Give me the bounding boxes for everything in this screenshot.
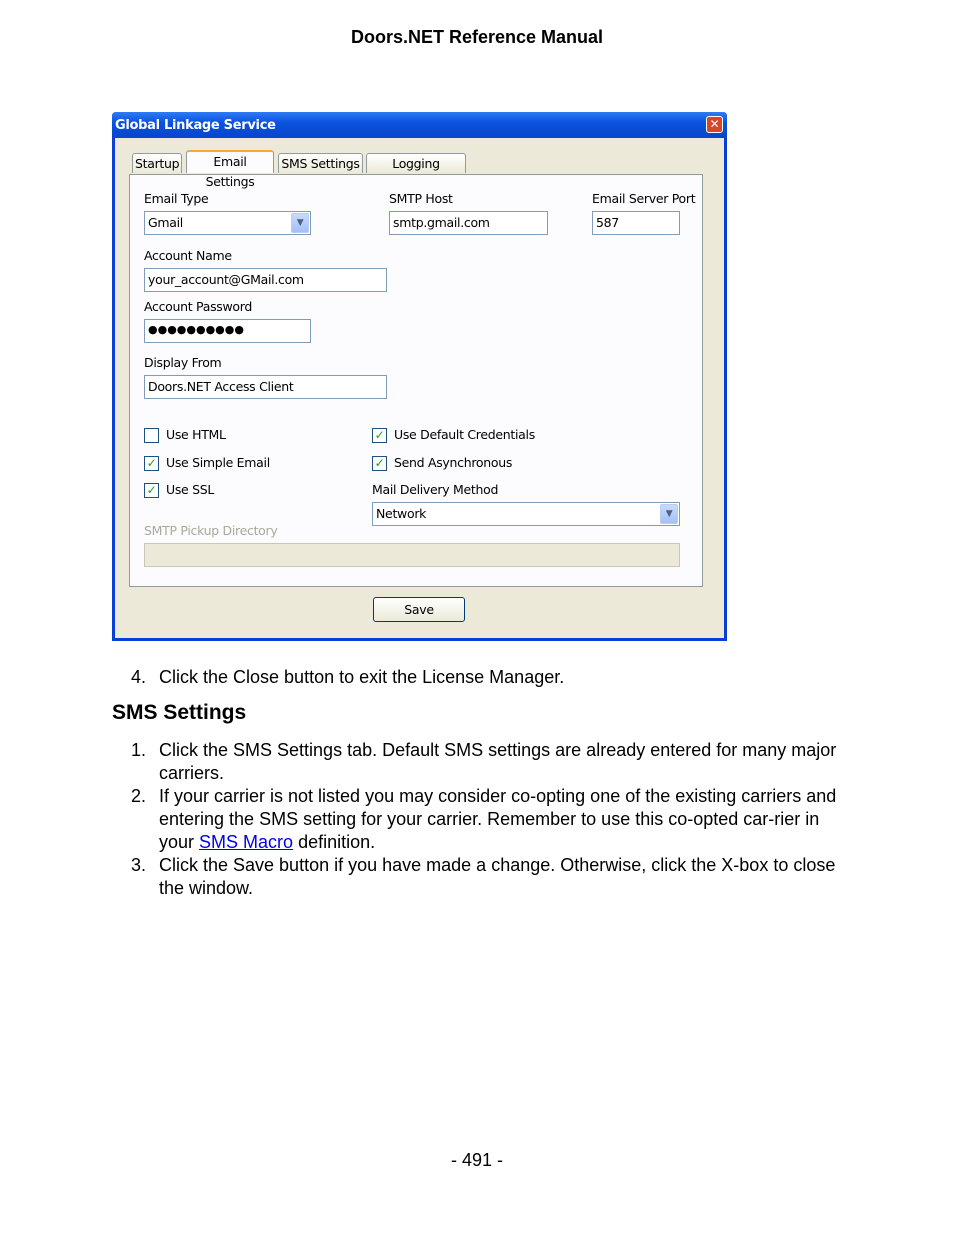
step-text-before: If your carrier is not listed you may consider co-opting one of the existing carriers and entering the SMS setting for your carrier. Remember to use this co-opted car-rier in your [159,786,837,852]
tab-sms-settings[interactable]: SMS Settings [278,153,363,173]
smtp-host-label: SMTP Host [389,191,453,206]
email-server-port-label: Email Server Port [592,191,696,206]
use-html-checkbox[interactable] [144,428,159,443]
step-text: Click the SMS Settings tab. Default SMS settings are already entered for many major carriers. [159,740,837,783]
step-text: Click the Close button to exit the License Manager. [159,667,565,687]
use-default-credentials-label: Use Default Credentials [394,427,535,442]
step-number: 3. [131,855,147,875]
tab-logging-options[interactable]: Logging [366,153,466,173]
display-from-label: Display From [144,355,222,370]
display-from-input[interactable]: Doors.NET Access Client [144,375,387,399]
email-type-label: Email Type [144,191,209,206]
account-password-input[interactable]: ●●●●●●●●●● [144,319,311,343]
email-type-value: Gmail [148,215,183,230]
sms-macro-link[interactable]: SMS Macro [199,832,294,852]
page-number: - 491 - [450,1150,504,1170]
global-linkage-service-dialog [112,112,727,641]
use-simple-email-label: Use Simple Email [166,455,270,470]
use-default-credentials-checkbox[interactable]: ✓ [372,428,387,443]
chevron-down-icon[interactable]: ▼ [291,213,309,233]
smtp-host-input[interactable]: smtp.gmail.com [389,211,548,235]
dialog-title: Global Linkage Service [115,118,276,133]
page-header-title: Doors.NET Reference Manual [350,27,604,47]
smtp-pickup-directory-input [144,543,680,567]
account-name-label: Account Name [144,248,232,263]
tab-email-settings[interactable]: Email Settings [186,150,274,173]
step-number: 4. [131,667,147,687]
chevron-down-icon[interactable]: ▼ [660,504,678,524]
send-asynchronous-label: Send Asynchronous [394,455,513,470]
close-icon[interactable]: ✕ [706,116,723,133]
email-server-port-input[interactable]: 587 [592,211,680,235]
dialog-client-area [115,138,724,638]
step-number: 2. [131,786,147,806]
mail-delivery-method-label: Mail Delivery Method [372,482,499,497]
email-type-select[interactable] [144,211,311,235]
step-number: 1. [131,740,147,760]
mail-delivery-method-select[interactable] [372,502,680,526]
section-title: SMS Settings [112,701,247,724]
email-settings-panel [129,174,703,587]
use-ssl-label: Use SSL [166,482,215,497]
step-text [159,785,839,854]
step-text-after: definition. [293,832,376,852]
use-ssl-checkbox[interactable]: ✓ [144,483,159,498]
use-simple-email-checkbox[interactable]: ✓ [144,456,159,471]
dialog-titlebar [112,112,727,138]
tab-startup[interactable]: Startup [132,153,182,173]
send-asynchronous-checkbox[interactable]: ✓ [372,456,387,471]
use-html-label: Use HTML [166,427,226,442]
account-name-input[interactable]: your_account@GMail.com [144,268,387,292]
smtp-pickup-directory-label: SMTP Pickup Directory [144,523,278,538]
step-text: Click the Save button if you have made a change. Otherwise, click the X-box to close the window. [159,855,836,898]
save-button[interactable]: Save [373,597,465,622]
account-password-label: Account Password [144,299,253,314]
mail-delivery-method-value: Network [376,506,427,521]
